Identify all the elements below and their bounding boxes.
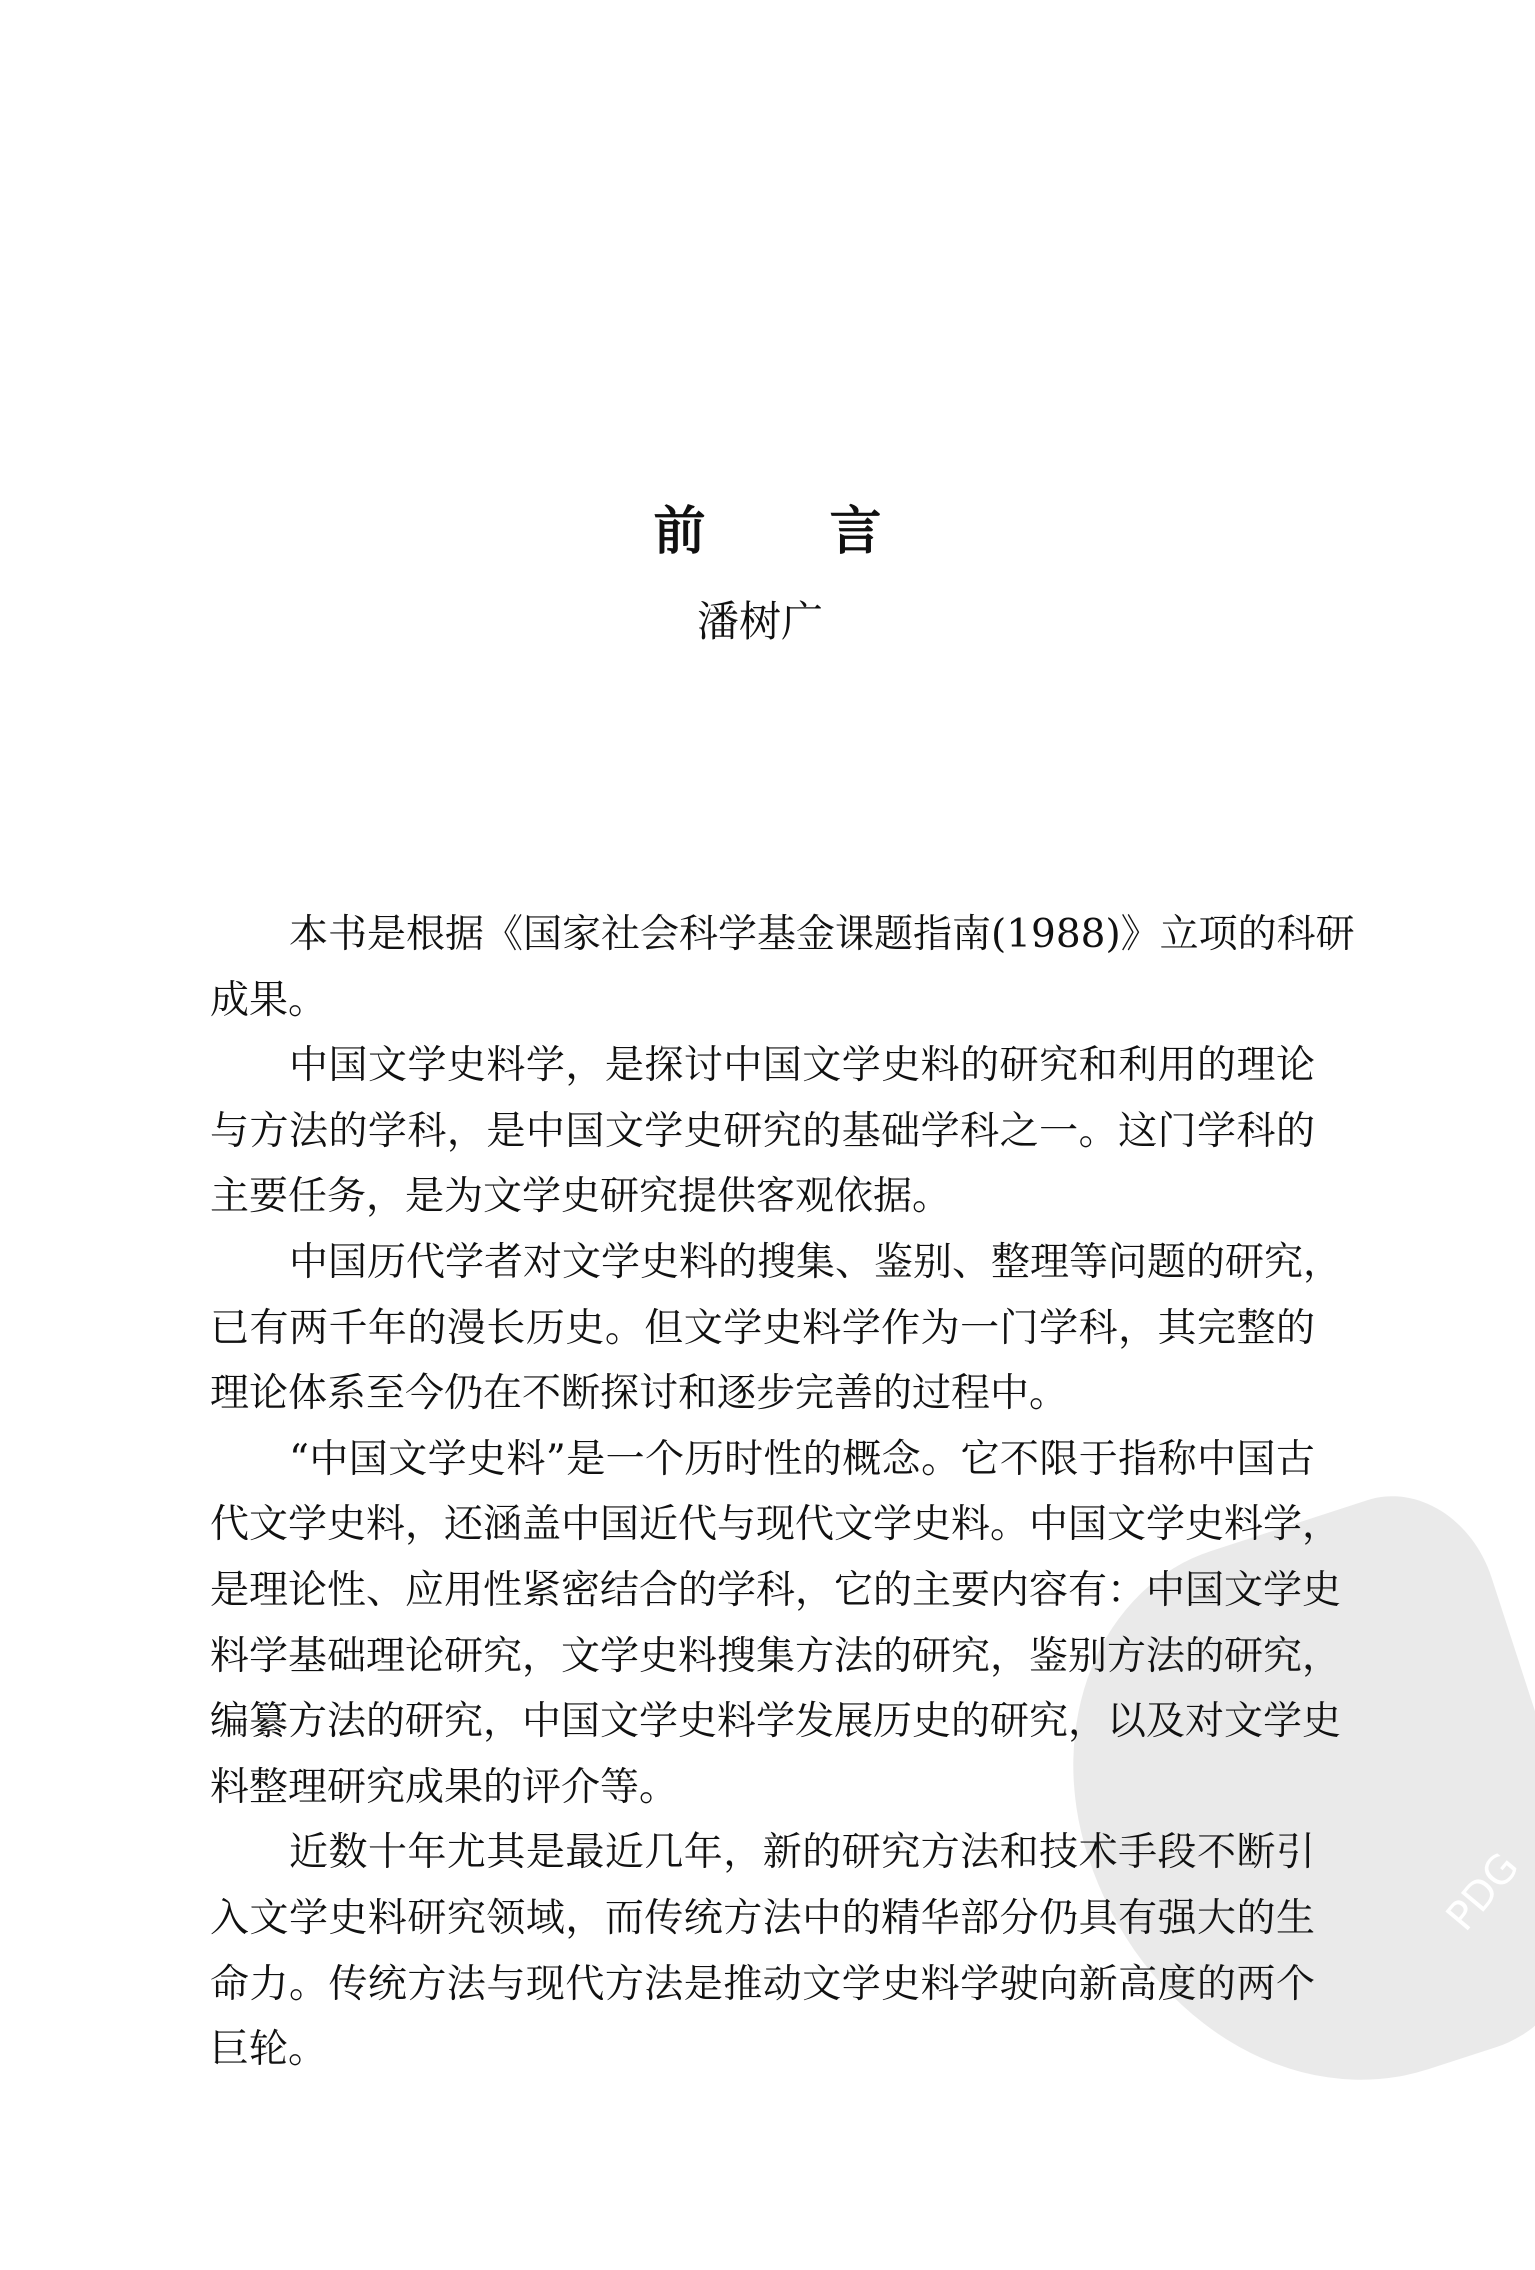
paragraph-4-line: 料整理研究成果的评介等。 — [210, 1764, 679, 1810]
paragraph-4-line: “中国文学史料”是一个历时性的概念。它不限于指称中国古 — [289, 1436, 1316, 1482]
paragraph-2-line: 主要任务，是为文学史研究提供客观依据。 — [210, 1174, 952, 1220]
paragraph-5-line: 入文学史料研究领域，而传统方法中的精华部分仍具有强大的生 — [210, 1896, 1316, 1941]
title-char: 言 — [829, 502, 882, 562]
watermark-text: PDG — [1437, 1844, 1529, 1940]
paragraph-5-line: 命力。传统方法与现代方法是推动文学史料学驶向新高度的两个 — [210, 1961, 1316, 2007]
paragraph-1-line: 成果。 — [210, 977, 328, 1023]
title-char: 前 — [653, 502, 706, 562]
paragraph-4-line: 编纂方法的研究，中国文学史料学发展历史的研究，以及对文学史 — [210, 1699, 1342, 1745]
paragraph-2-line: 中国文学史料学，是探讨中国文学史料的研究和利用的理论 — [289, 1043, 1316, 1089]
paragraph-4-line: 代文学史料，还涵盖中国近代与现代文学史料。中国文学史料学， — [210, 1502, 1342, 1548]
paragraph-3-line: 中国历代学者对文学史料的搜集、鉴别、整理等问题的研究， — [289, 1240, 1343, 1285]
paragraph-4-line: 是理论性、应用性紧密结合的学科，它的主要内容有：中国文学史 — [210, 1568, 1342, 1613]
paragraph-3-line: 理论体系至今仍在不断探讨和逐步完善的过程中。 — [210, 1371, 1069, 1417]
paragraph-4-line: 料学基础理论研究，文学史料搜集方法的研究，鉴别方法的研究， — [210, 1633, 1342, 1679]
paragraph-2-line: 与方法的学科，是中国文学史研究的基础学科之一。这门学科的 — [210, 1108, 1316, 1154]
paragraph-5-line: 近数十年尤其是最近几年，新的研究方法和技术手段不断引 — [289, 1830, 1316, 1876]
page-title — [0, 500, 1535, 564]
paragraph-5-line: 巨轮。 — [210, 2027, 328, 2073]
author-name: 潘树广 — [696, 597, 823, 646]
paragraph-3-line: 已有两千年的漫长历史。但文学史料学作为一门学科，其完整的 — [210, 1305, 1316, 1351]
paragraph-1-line: 本书是根据《国家社会科学基金课题指南(1988)》立项的科研 — [289, 912, 1355, 957]
